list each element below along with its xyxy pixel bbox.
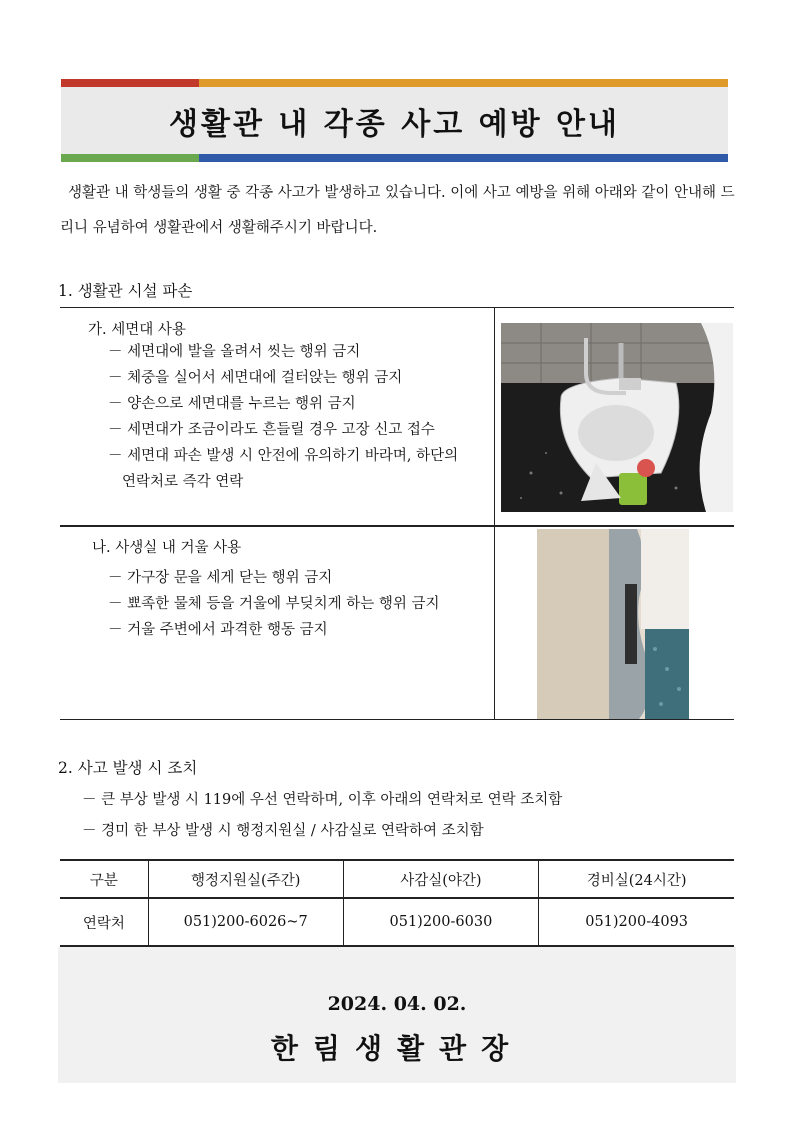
contact-phone: 051)200-4093 <box>539 898 734 946</box>
subsection-b-item: － 거울 주변에서 과격한 행동 금지 <box>108 622 328 638</box>
section1-middle-rule <box>60 525 734 527</box>
subsection-a-item: － 세면대가 조금이라도 흔들릴 경우 고장 신고 접수 <box>108 422 435 438</box>
subsection-a-item: － 세면대에 발을 올려서 씻는 행위 금지 <box>108 344 361 360</box>
subsection-a-item: － 세면대 파손 발생 시 안전에 유의하기 바라며, 하단의 <box>108 448 459 464</box>
subsection-b-item: － 뾰족한 물체 등을 거울에 부딪치게 하는 행위 금지 <box>108 596 440 612</box>
contact-phone: 051)200-6030 <box>343 898 539 946</box>
section2-title: 2. 사고 발생 시 조치 <box>58 759 198 777</box>
subsection-a-item: 연락처로 즉각 연락 <box>122 474 244 490</box>
contact-row-label: 연락처 <box>60 898 148 946</box>
subsection-b-item: － 가구장 문을 세게 닫는 행위 금지 <box>108 570 333 586</box>
title-bar-blue <box>199 154 728 162</box>
contact-table-header-row <box>60 860 734 898</box>
contact-header-cell: 행정지원실(주간) <box>148 860 343 898</box>
title-bar-orange <box>199 79 728 87</box>
section2-item: － 큰 부상 발생 시 119에 우선 연락하며, 이후 아래의 연락처로 연락 조치함 <box>82 792 563 808</box>
contact-table <box>60 859 734 947</box>
broken-mirror-photo <box>537 529 689 719</box>
page-title: 생활관 내 각종 사고 예방 안내 <box>169 106 620 142</box>
contact-table-row <box>60 898 734 946</box>
signer-name: 한림생활관장 <box>270 1032 524 1065</box>
title-bar-red <box>61 79 199 87</box>
section2-item: － 경미 한 부상 발생 시 행정지원실 / 사감실로 연락하여 조치함 <box>82 823 484 839</box>
intro-paragraph: 생활관 내 학생들의 생활 중 각종 사고가 발생하고 있습니다. 이에 사고 예방을 위해 아래와 같이 안내해 드리니 유념하여 생활관에서 생활해주시기 바랍니다. <box>60 185 735 236</box>
contact-header-cell: 경비실(24시간) <box>539 860 734 898</box>
subsection-a-item: － 양손으로 세면대를 누르는 행위 금지 <box>108 396 356 412</box>
subsection-a-heading: 가. 세면대 사용 <box>88 322 186 338</box>
contact-header-cell: 사감실(야간) <box>343 860 539 898</box>
contact-phone: 051)200-6026~7 <box>148 898 343 946</box>
section1-column-divider <box>494 308 495 720</box>
title-bar-green <box>61 154 199 162</box>
document-date: 2024. 04. 02. <box>327 993 467 1015</box>
section1-title: 1. 생활관 시설 파손 <box>58 282 193 300</box>
broken-sink-photo <box>501 323 733 512</box>
subsection-a-item: － 체중을 실어서 세면대에 걸터앉는 행위 금지 <box>108 370 403 386</box>
subsection-b-heading: 나. 사생실 내 거울 사용 <box>92 540 242 556</box>
section1-top-rule <box>60 307 734 308</box>
section1-bottom-rule <box>60 719 734 720</box>
contact-header-cell: 구분 <box>60 860 148 898</box>
